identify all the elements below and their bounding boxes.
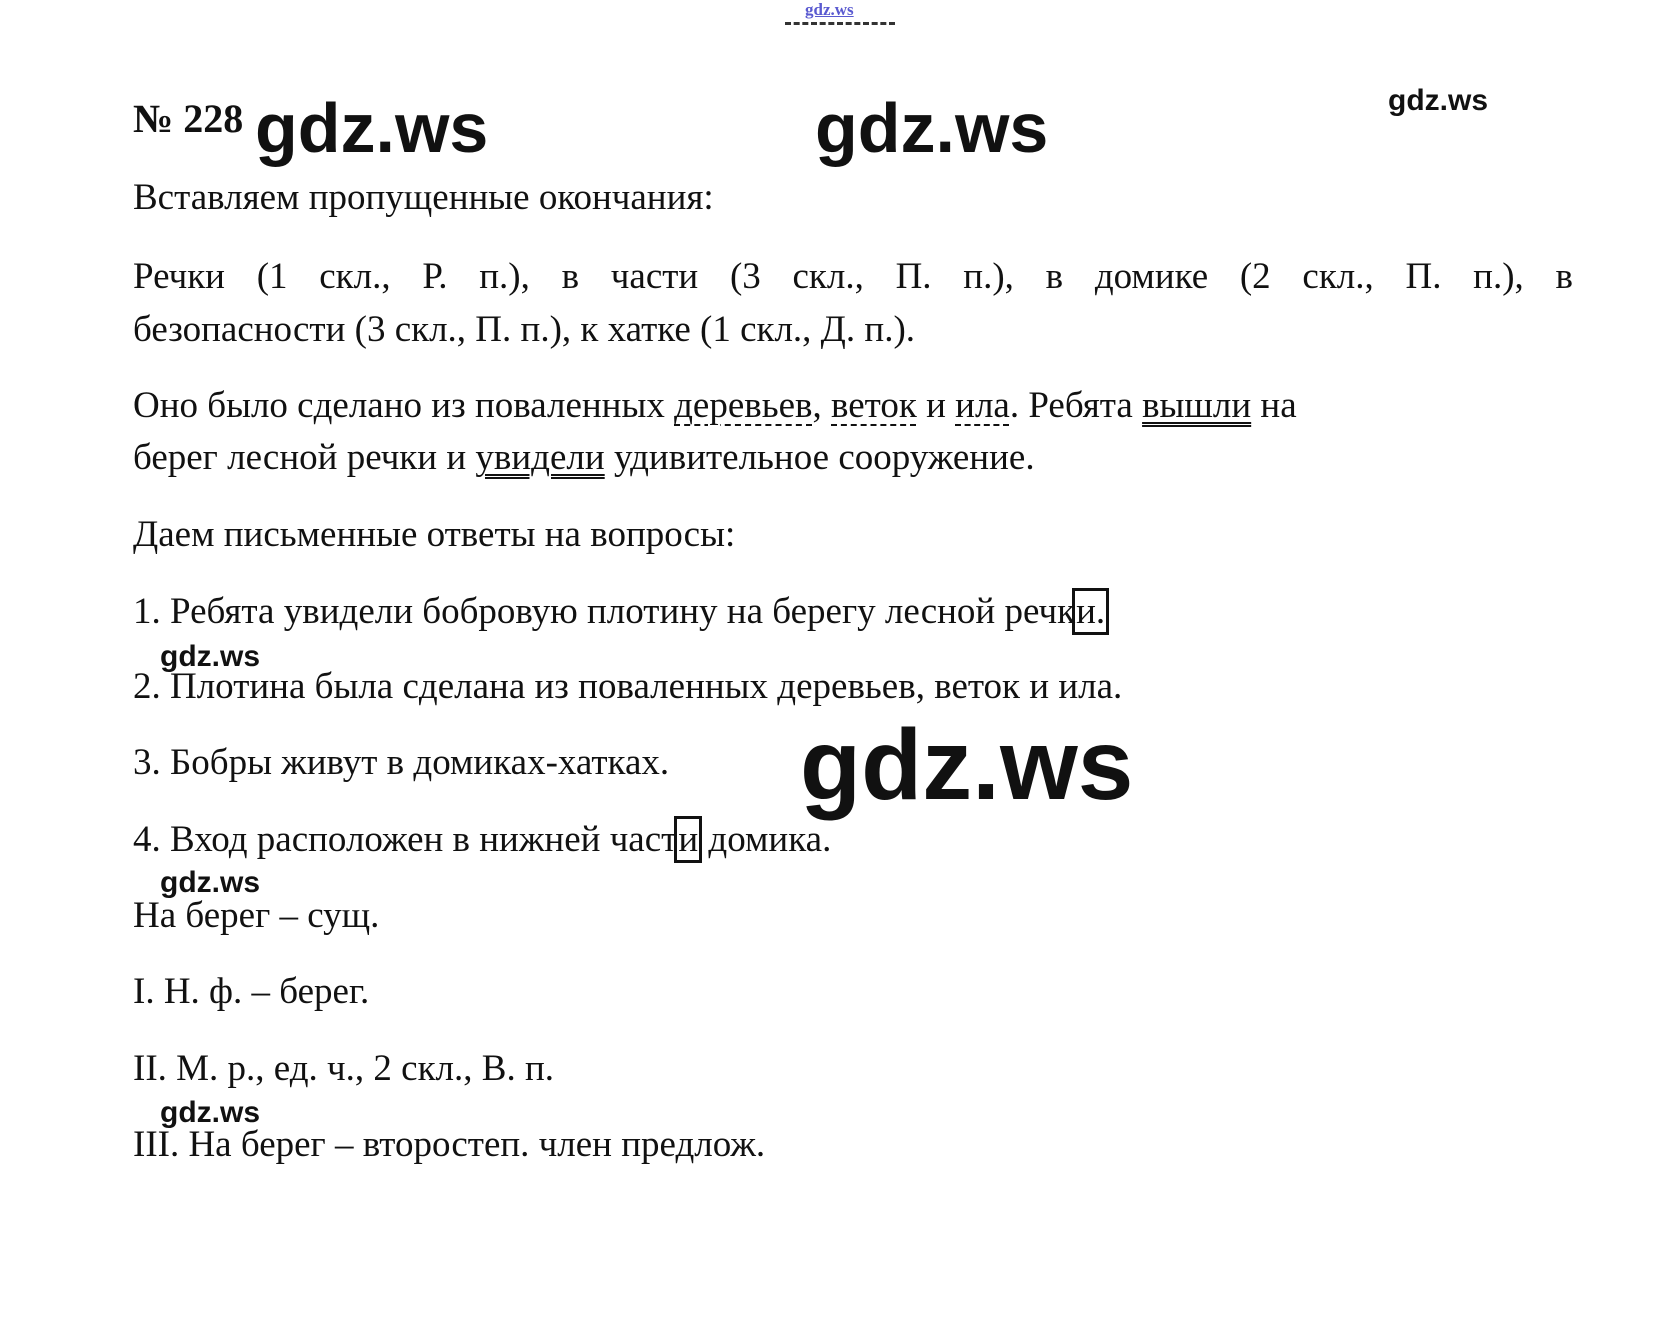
watermark-large-2: gdz.ws — [815, 89, 1049, 167]
watermark-small-2: gdz.ws — [160, 866, 261, 899]
parse-line-2: II. М. р., ед. ч., 2 скл., В. п. — [133, 1048, 555, 1089]
answer-2: 2. Плотина была сделана из поваленных деревьев, веток и ила. — [133, 666, 1123, 707]
answer-4: 4. Вход расположен в нижней части домика. — [133, 819, 832, 860]
watermark-large-1: gdz.ws — [255, 89, 489, 167]
ending-box-1: и. — [1076, 591, 1106, 632]
intro-missing-endings: Вставляем пропущенные окончания: — [133, 177, 714, 218]
parse-line-0: На берег – сущ. — [133, 895, 380, 936]
intro-answers: Даем письменные ответы на вопросы: — [133, 514, 736, 555]
answer-3: 3. Бобры живут в домиках-хатках. — [133, 742, 670, 783]
exercise-number: № 228 — [133, 96, 244, 141]
word-ila: ила — [955, 385, 1010, 426]
top-divider — [785, 22, 895, 25]
watermark-top: gdz.ws — [805, 0, 854, 19]
ending-box-2: и — [678, 819, 699, 860]
answer-1: 1. Ребята увидели бобровую плотину на берегу лесной речки. — [133, 591, 1106, 632]
sentence-line-1: Оно было сделано из поваленных деревьев, веток и ила. Ребята вышли на — [133, 385, 1297, 426]
watermark-xl: gdz.ws — [800, 709, 1134, 821]
endings-line-1: Речки (1 скл., Р. п.), в части (3 скл., П. п.), в домике (2 скл., П. п.), в — [133, 256, 1573, 297]
watermark-small-right: gdz.ws — [1388, 84, 1489, 117]
parse-line-3: III. На берег – второстеп. член предлож. — [133, 1124, 766, 1165]
watermark-small-1: gdz.ws — [160, 640, 261, 673]
sentence-line-2: берег лесной речки и увидели удивительное сооружение. — [133, 437, 1035, 478]
word-vetok: веток — [831, 385, 917, 426]
word-uvideli: увидели — [475, 437, 605, 478]
endings-line-2: безопасности (3 скл., П. п.), к хатке (1 скл., Д. п.). — [133, 309, 916, 350]
watermark-small-3: gdz.ws — [160, 1096, 261, 1129]
word-derevev: деревьев — [674, 385, 813, 426]
word-vyshli: вышли — [1142, 385, 1252, 426]
parse-line-1: I. Н. ф. – берег. — [133, 971, 370, 1012]
